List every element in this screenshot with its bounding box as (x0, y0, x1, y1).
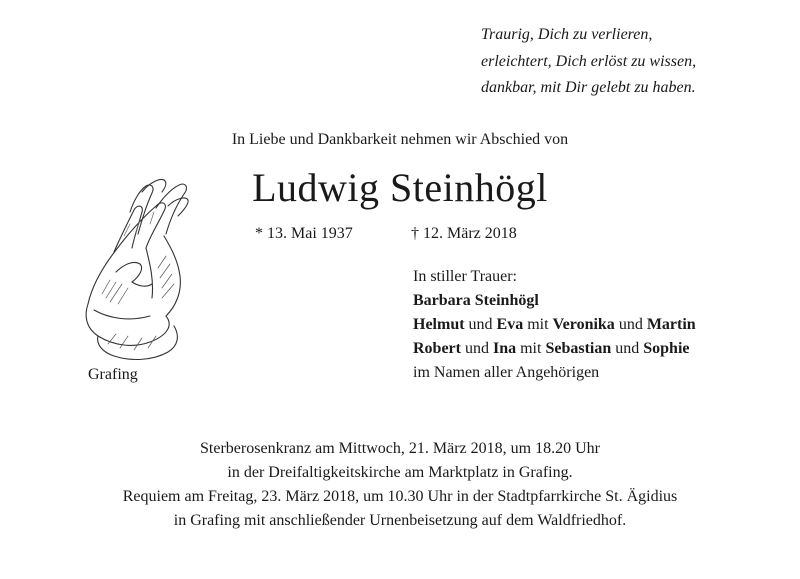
poem (481, 22, 696, 102)
deceased-name: Ludwig Steinhögl (252, 165, 548, 210)
poem-line: Traurig, Dich zu verlieren, (481, 26, 653, 43)
connector-text: und (464, 316, 497, 333)
mourners-list (413, 265, 696, 385)
mourner-name: Helmut (413, 316, 465, 333)
service-line: in Grafing mit anschließender Urnenbeisetzung auf dem Waldfriedhof. (173, 512, 627, 529)
mourner-name: Sebastian (545, 340, 612, 357)
service-details (0, 437, 800, 533)
service-line: in der Dreifaltigkeitskirche am Marktplatz in Grafing. (227, 464, 573, 481)
mourner-name: Martin (646, 316, 696, 333)
connector-text: und (614, 316, 647, 333)
mourners-line (413, 337, 696, 361)
connector-text: und (460, 340, 493, 357)
intro-text: In Liebe und Dankbarkeit nehmen wir Abschied von (231, 131, 569, 148)
poem-line: erleichtert, Dich erlöst zu wissen, (481, 52, 697, 70)
poem-line: dankbar, mit Dir gelebt zu haben. (481, 79, 696, 96)
mourner-name: Ina (492, 340, 517, 357)
mourners-line (413, 313, 696, 337)
mourners-heading: In stiller Trauer: (413, 268, 517, 285)
death-date: † 12. März 2018 (411, 225, 517, 242)
praying-hands-icon (58, 176, 198, 366)
mourner-name: Barbara Steinhögl (413, 292, 539, 309)
service-line: Requiem am Freitag, 23. März 2018, um 10.30 Uhr in der Stadtpfarrkirche St. Ägidius (122, 488, 678, 505)
mourner-name: Eva (496, 316, 524, 333)
mourner-name: Sophie (643, 340, 690, 357)
mourner-name: Robert (413, 340, 461, 357)
place-name: Grafing (88, 366, 138, 383)
service-line: Sterberosenkranz am Mittwoch, 21. März 2018, um 18.20 Uhr (200, 440, 600, 457)
connector-text: mit (523, 316, 553, 333)
connector-text: und (611, 340, 644, 357)
mourner-name: Veronika (552, 316, 615, 333)
connector-text: mit (516, 340, 546, 357)
mourners-footer: im Namen aller Angehörigen (413, 364, 600, 381)
birth-date: * 13. Mai 1937 (255, 225, 353, 242)
